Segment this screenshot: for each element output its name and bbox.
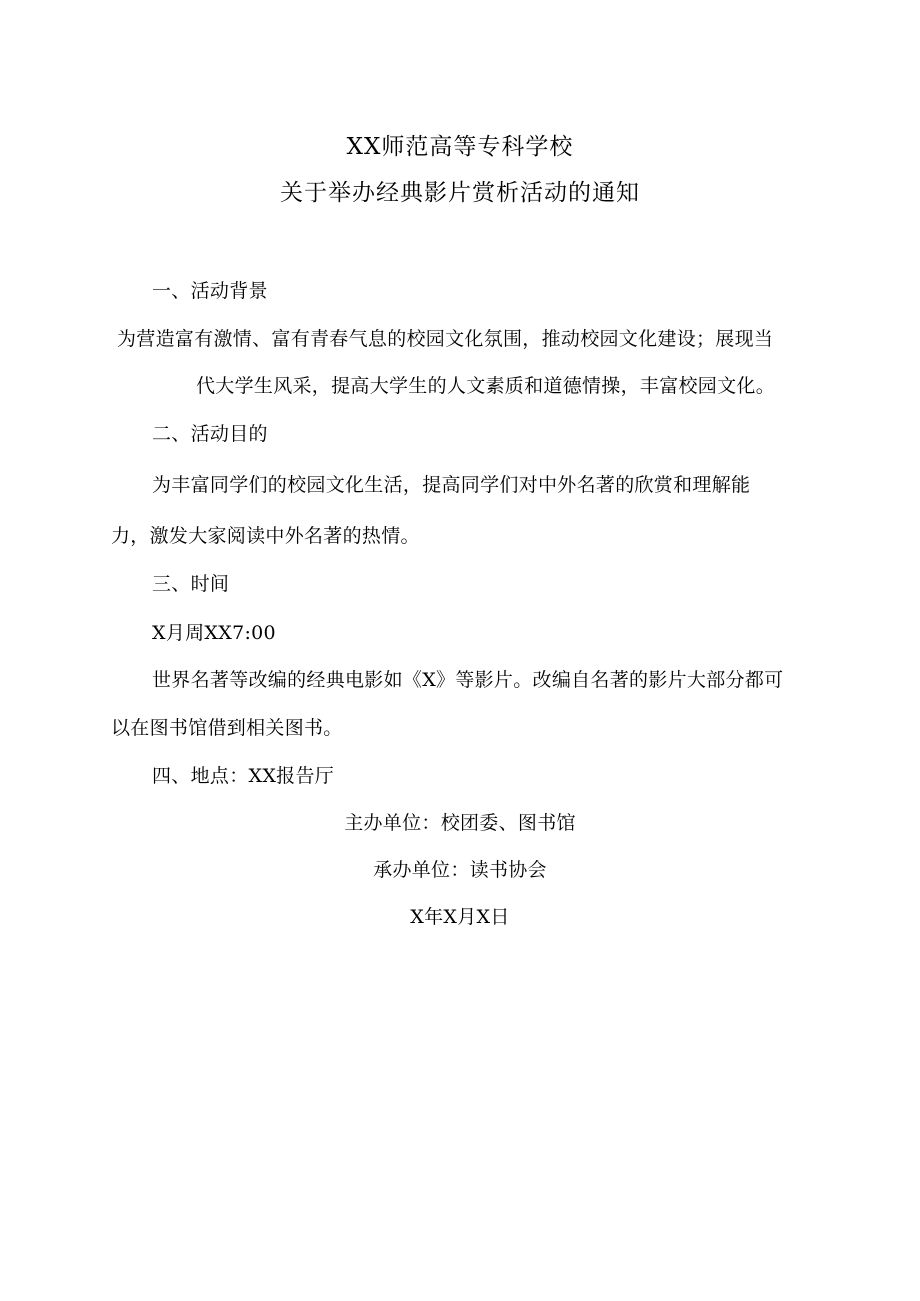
section1-heading: 一、活动背景 [152, 280, 268, 302]
section2-heading: 二、活动目的 [152, 423, 268, 445]
title-notice: 关于举办经典影片赏析活动的通知 [280, 180, 640, 206]
co-organizer-line: 承办单位：读书协会 [373, 859, 547, 881]
section3-time: X月周XX7:00 [152, 622, 276, 644]
section4-heading: 四、地点：XX报告厅 [152, 765, 335, 787]
title-school: XX师范高等专科学校 [346, 134, 574, 160]
section3-heading: 三、时间 [152, 573, 230, 595]
organizer-line: 主办单位：校团委、图书馆 [344, 812, 576, 834]
section1-paragraph-line2: 代大学生风采，提高大学生的人文素质和道德情操，丰富校园文化。 [196, 375, 776, 397]
section2-paragraph-line1: 为丰富同学们的校园文化生活，提高同学们对中外名著的欣赏和理解能 [152, 474, 751, 496]
section1-paragraph-line1: 为营造富有激情、富有青春气息的校园文化氛围，推动校园文化建设；展现当 [117, 328, 774, 350]
section3-paragraph-line1: 世界名著等改编的经典电影如《X》等影片。改编自名著的影片大部分都可 [152, 669, 784, 691]
section3-paragraph-line2: 以在图书馆借到相关图书。 [111, 717, 343, 739]
section2-paragraph-line2: 力，激发大家阅读中外名著的热情。 [111, 525, 420, 547]
date-line: X年X月X日 [410, 906, 510, 928]
